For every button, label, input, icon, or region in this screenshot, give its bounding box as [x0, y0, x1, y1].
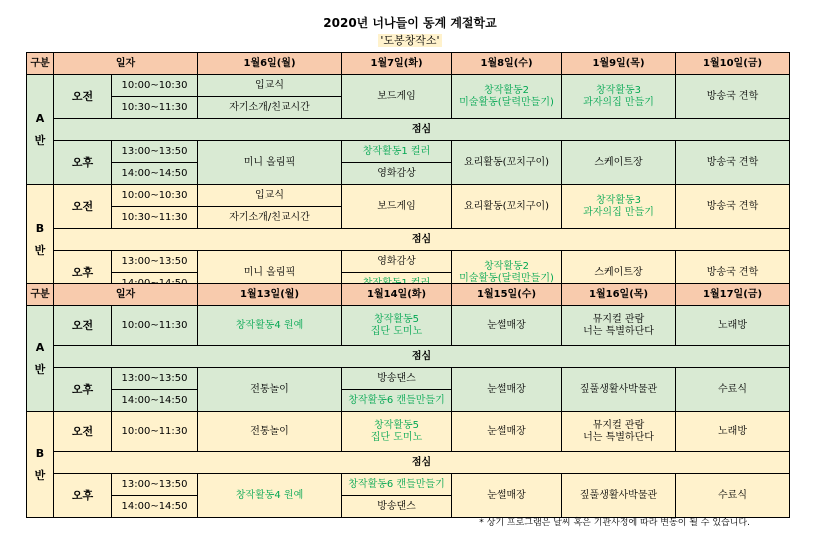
activity-cell: 창작활동3 과자의집 만들기: [562, 75, 676, 119]
activity-cell: 보드게임: [342, 185, 452, 229]
group-label-a: A 반: [27, 75, 54, 185]
activity-cell: 요리활동(꼬치구이): [452, 185, 562, 229]
activity-cell: 노래방: [676, 306, 790, 346]
table-row: [27, 251, 790, 273]
table-row: [27, 306, 790, 346]
header-cell-date: 일자: [54, 284, 198, 306]
lunch-cell: 점심: [54, 229, 790, 251]
page-subtitle: [0, 32, 820, 48]
pm-label: 오후: [54, 368, 112, 412]
header-cell-day: 1월9일(목): [562, 53, 676, 75]
header-cell-category: 구분: [27, 284, 54, 306]
activity-cell: 방송댄스: [342, 496, 452, 518]
activity-cell: 입교식: [198, 185, 342, 207]
table-row: [27, 474, 790, 496]
am-label: 오전: [54, 306, 112, 346]
activity-cell: 방송국 견학: [676, 75, 790, 119]
lunch-cell: 점심: [54, 452, 790, 474]
header-cell-day: 1월15일(수): [452, 284, 562, 306]
lunch-cell: 점심: [54, 119, 790, 141]
activity-cell: 창작활동6 캔들만들기: [342, 474, 452, 496]
activity-cell: 수료식: [676, 474, 790, 518]
activity-cell: 창작활동4 원예: [198, 306, 342, 346]
group-label-b: B 반: [27, 185, 54, 295]
subtitle-text: '도봉창작소': [380, 34, 440, 47]
group-label-b: B 반: [27, 412, 54, 518]
activity-cell: 눈썰매장: [452, 412, 562, 452]
time-cell: 14:00~14:50: [112, 390, 198, 412]
schedule-table-week2: [26, 283, 790, 518]
lunch-cell: 점심: [54, 346, 790, 368]
activity-cell: 미니 올림픽: [198, 141, 342, 185]
activity-cell: 방송국 견학: [676, 141, 790, 185]
activity-cell: 눈썰매장: [452, 306, 562, 346]
activity-cell: 눈썰매장: [452, 368, 562, 412]
activity-cell: 요리활동(꼬치구이): [452, 141, 562, 185]
header-cell-date: 일자: [54, 53, 198, 75]
header-cell-day: 1월7일(화): [342, 53, 452, 75]
footnote: * 상기 프로그램은 날씨 혹은 기관사정에 따라 변동이 될 수 있습니다.: [479, 518, 750, 528]
activity-cell: 창작활동2 미술활동(달력만들기): [452, 75, 562, 119]
activity-cell: 자기소개/친교시간: [198, 97, 342, 119]
am-label: 오전: [54, 412, 112, 452]
time-cell: 13:00~13:50: [112, 474, 198, 496]
activity-cell: 보드게임: [342, 75, 452, 119]
activity-cell: 방송국 견학: [676, 185, 790, 229]
activity-cell: 영화감상: [342, 251, 452, 273]
lunch-row: [27, 452, 790, 474]
lunch-row: [27, 229, 790, 251]
pm-label: 오후: [54, 251, 112, 295]
time-cell: 14:00~14:50: [112, 496, 198, 518]
activity-cell: 뮤지컬 관람 너는 특별하단다: [562, 306, 676, 346]
group-label-a: A 반: [27, 306, 54, 412]
time-cell: 10:00~11:30: [112, 412, 198, 452]
activity-cell: 창작활동2 미술활동(달력만들기): [452, 251, 562, 295]
header-cell-day: 1월8일(수): [452, 53, 562, 75]
time-cell: 10:00~10:30: [112, 185, 198, 207]
activity-cell: 창작활동3 과자의집 만들기: [562, 185, 676, 229]
table-row: [27, 368, 790, 390]
activity-cell: 창작활동1 컬러: [342, 141, 452, 163]
activity-cell: 창작활동6 캔들만들기: [342, 390, 452, 412]
activity-cell: 수료식: [676, 368, 790, 412]
activity-cell: 자기소개/친교시간: [198, 207, 342, 229]
activity-cell: 전통놀이: [198, 368, 342, 412]
activity-cell: 짚풀생활사박물관: [562, 368, 676, 412]
table-row: [27, 75, 790, 97]
time-cell: 13:00~13:50: [112, 141, 198, 163]
activity-cell: 영화감상: [342, 163, 452, 185]
activity-cell: 눈썰매장: [452, 474, 562, 518]
time-cell: 13:00~13:50: [112, 368, 198, 390]
activity-cell: 스케이트장: [562, 251, 676, 295]
time-cell: 10:30~11:30: [112, 97, 198, 119]
activity-cell: 방송댄스: [342, 368, 452, 390]
time-cell: 13:00~13:50: [112, 251, 198, 273]
header-cell-day: 1월6일(월): [198, 53, 342, 75]
activity-cell: 미니 올림픽: [198, 251, 342, 295]
header-cell-day: 1월10일(금): [676, 53, 790, 75]
time-cell: 10:30~11:30: [112, 207, 198, 229]
table-header-row: [27, 53, 790, 75]
header-cell-day: 1월14일(화): [342, 284, 452, 306]
activity-cell: 전통놀이: [198, 412, 342, 452]
lunch-row: [27, 346, 790, 368]
pm-label: 오후: [54, 474, 112, 518]
pm-label: 오후: [54, 141, 112, 185]
table-header-row: [27, 284, 790, 306]
table-row: [27, 185, 790, 207]
activity-cell: 노래방: [676, 412, 790, 452]
schedule-table-week1: [26, 52, 790, 295]
activity-cell: 창작활동5 집단 도미노: [342, 306, 452, 346]
time-cell: 10:00~11:30: [112, 306, 198, 346]
activity-cell: 짚풀생활사박물관: [562, 474, 676, 518]
am-label: 오전: [54, 185, 112, 229]
activity-cell: 방송국 견학: [676, 251, 790, 295]
time-cell: 14:00~14:50: [112, 163, 198, 185]
am-label: 오전: [54, 75, 112, 119]
header-cell-day: 1월13일(월): [198, 284, 342, 306]
time-cell: 10:00~10:30: [112, 75, 198, 97]
table-row: [27, 141, 790, 163]
activity-cell: 뮤지컬 관람 너는 특별하단다: [562, 412, 676, 452]
header-cell-category: 구분: [27, 53, 54, 75]
lunch-row: [27, 119, 790, 141]
header-cell-day: 1월17일(금): [676, 284, 790, 306]
page-title: 2020년 너나들이 동계 계절학교: [323, 16, 497, 30]
table-row: [27, 412, 790, 452]
activity-cell: 입교식: [198, 75, 342, 97]
header-cell-day: 1월16일(목): [562, 284, 676, 306]
activity-cell: 창작활동4 원예: [198, 474, 342, 518]
activity-cell: 창작활동5 집단 도미노: [342, 412, 452, 452]
activity-cell: 스케이트장: [562, 141, 676, 185]
